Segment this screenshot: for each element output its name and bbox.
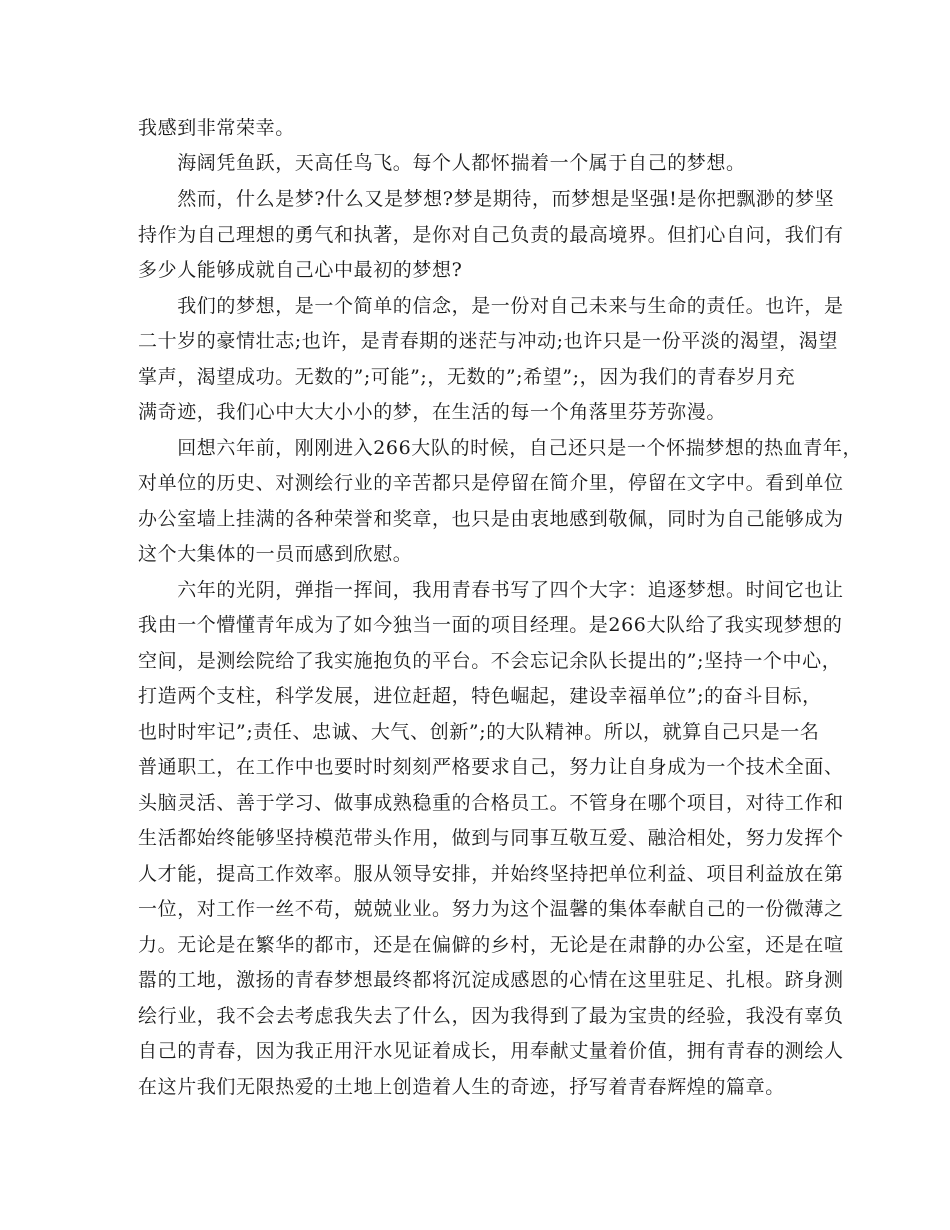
text-line: 嚣的工地，激扬的青春梦想最终都将沉淀成感恩的心情在这里驻足、扎根。跻身测 [138,969,844,991]
text-line: 我感到非常荣幸。 [138,117,295,139]
text-line: 满奇迹，我们心中大大小小的梦，在生活的每一个角落里芬芳弥漫。 [138,401,727,423]
text-line: 也时时牢记”;责任、忠诚、大气、创新”;的大队精神。所以，就算自己只是一名 [138,721,820,743]
text-line: 多少人能够成就自己心中最初的梦想? [138,259,463,281]
text-line: 头脑灵活、善于学习、做事成熟稳重的合格员工。不管身在哪个项目，对待工作和 [138,792,844,814]
text-line: 海阔凭鱼跃，天高任鸟飞。每个人都怀揣着一个属于自己的梦想。 [138,152,746,174]
text-line: 回想六年前，刚刚进入266大队的时候，自己还只是一个怀揣梦想的热血青年， [138,437,863,459]
text-line: 对单位的历史、对测绘行业的辛苦都只是停留在简介里，停留在文字中。看到单位 [138,472,844,494]
text-line: 打造两个支柱，科学发展，进位赶超，特色崛起，建设幸福单位”;的奋斗目标， [138,685,822,707]
text-line: 自己的青春，因为我正用汗水见证着成长，用奉献丈量着价值，拥有青春的测绘人 [138,1040,844,1062]
text-line: 人才能，提高工作效率。服从领导安排，并始终坚持把单位利益、项目利益放在第 [138,863,844,885]
text-line: 掌声，渴望成功。无数的”;可能”;，无数的”;希望”;，因为我们的青春岁月充 [138,366,796,388]
text-line: 我由一个懵懂青年成为了如今独当一面的项目经理。是266大队给了我实现梦想的 [138,614,843,636]
text-line: 持作为自己理想的勇气和执著，是你对自己负责的最高境界。但扪心自问，我们有 [138,224,844,246]
text-line: 办公室墙上挂满的各种荣誉和奖章，也只是由衷地感到敬佩，同时为自己能够成为 [138,508,844,530]
text-line: 普通职工，在工作中也要时时刻刻严格要求自己，努力让自身成为一个技术全面、 [138,756,844,778]
text-line: 然而，什么是梦?什么又是梦想?梦是期待，而梦想是坚强!是你把飘渺的梦坚 [138,188,835,210]
text-line: 我们的梦想，是一个简单的信念，是一份对自己未来与生命的责任。也许，是 [138,295,844,317]
text-line: 六年的光阴，弹指一挥间，我用青春书写了四个大字：追逐梦想。时间它也让 [138,579,844,601]
text-line: 力。无论是在繁华的都市，还是在偏僻的乡村，无论是在肃静的办公室，还是在喧 [138,934,844,956]
text-line: 二十岁的豪情壮志;也许，是青春期的迷茫与冲动;也许只是一份平淡的渴望，渴望 [138,330,839,352]
text-line: 在这片我们无限热爱的土地上创造着人生的奇迹，抒写着青春辉煌的篇章。 [138,1076,785,1098]
text-line: 一位，对工作一丝不苟，兢兢业业。努力为这个温馨的集体奉献自己的一份微薄之 [138,898,844,920]
text-line: 这个大集体的一员而感到欣慰。 [138,543,413,565]
text-line: 生活都始终能够坚持模范带头作用，做到与同事互敬互爱、融洽相处，努力发挥个 [138,827,844,849]
text-line: 绘行业，我不会去考虑我失去了什么，因为我得到了最为宝贵的经验，我没有辜负 [138,1005,844,1027]
text-line: 空间，是测绘院给了我实施抱负的平台。不会忘记余队长提出的”;坚持一个中心， [138,650,842,672]
